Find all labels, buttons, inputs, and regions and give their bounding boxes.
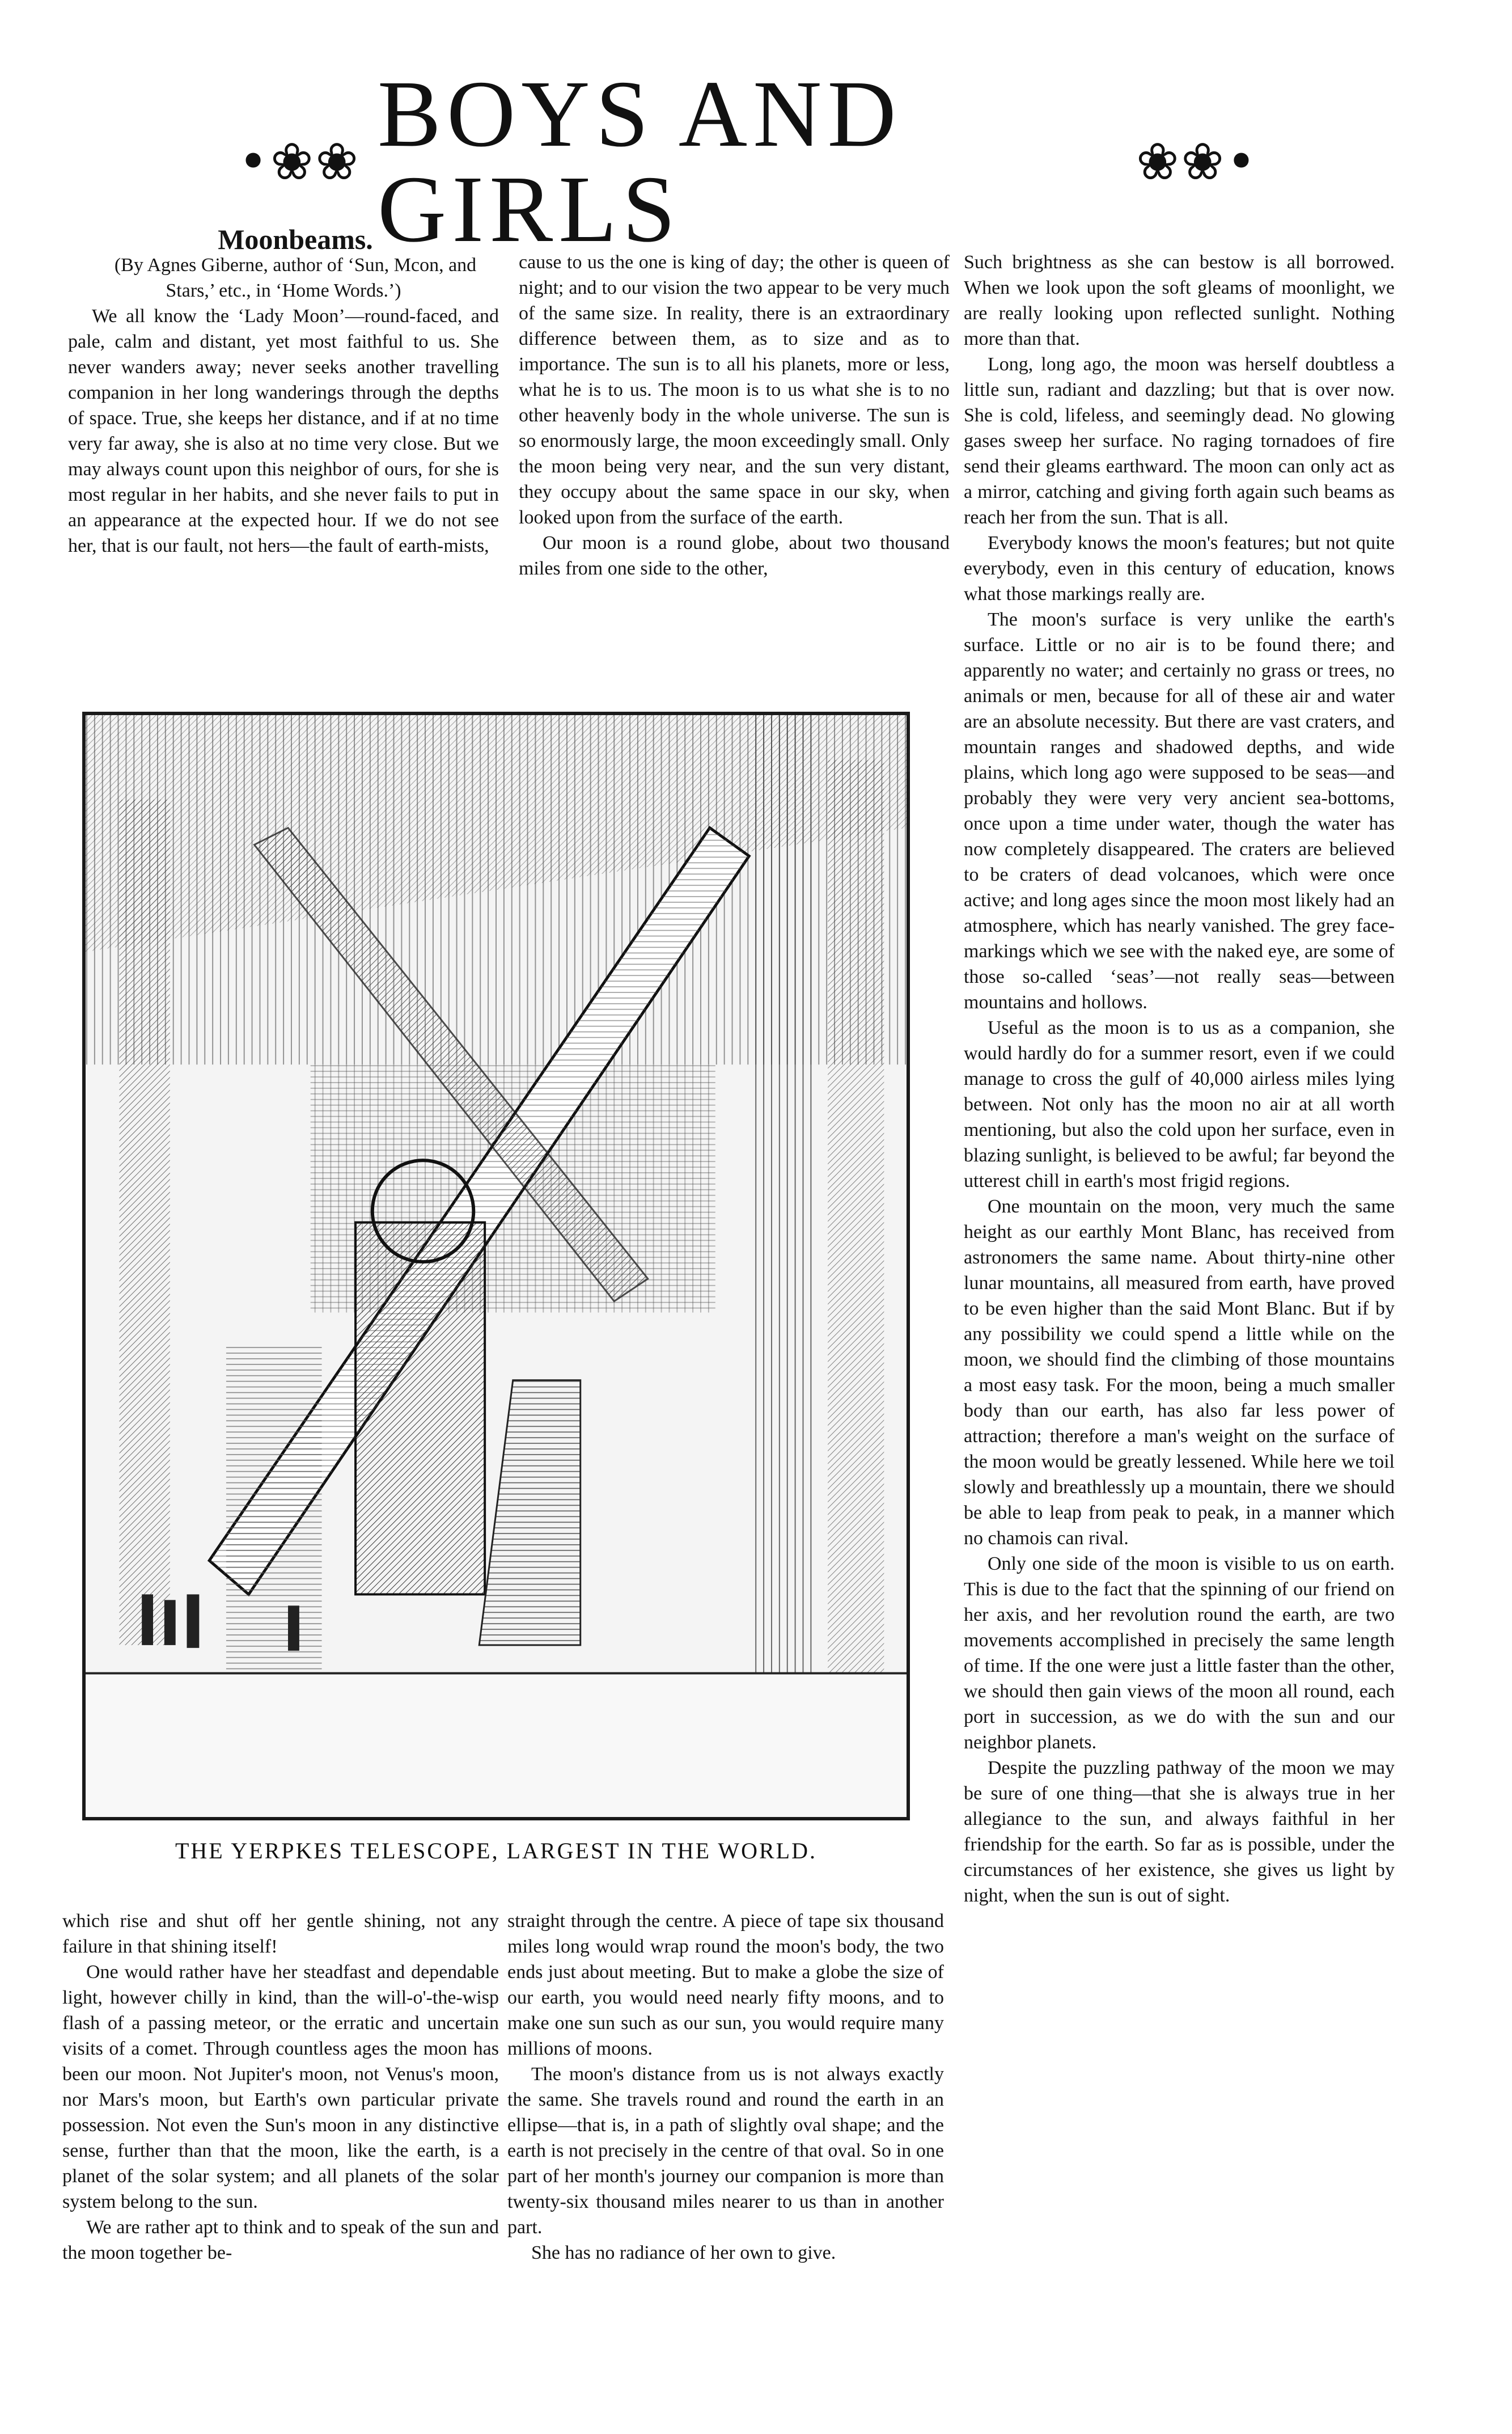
paragraph: Only one side of the moon is visible to us on earth. This is due to the fact that the spinning of our friend on her axis, and her revolution round the earth, are two movements accomplished in precisely the same length of time. If the one were just a little faster than the other, we should then gain views of the moon all round, each port in succession, as we do with the sun and our neighbor planets.	[964, 1553, 1395, 1753]
telescope-engraving	[86, 715, 907, 1817]
paragraph: One mountain on the moon, very much the same height as our earthly Mont Blanc, has received from astronomers the same name. About thirty-nine other lunar mountains, all measured from earth, have proved to be even higher than the said Mont Blanc. But if by any possibility we could spend a little while on the moon, we should find the climbing of those mountains a most easy task. For the moon, being a much smaller body than our earth, has also far less power of attraction; therefore a man's weight on the surface of the moon would be greatly lessened. While here we toil slowly and breathlessly up a mountain, there we should be able to leap from peak to peak, in a manner which no chamois can rival.	[964, 1196, 1395, 1549]
paragraph: The moon's distance from us is not always exactly the same. She travels round and round the earth in an ellipse—that is, in a path of slightly oval shape; and the earth is not precisely in the centre of that oval. So in one part of her month's journey our companion is more than twenty-six thousand miles nearer to us than in another part.	[507, 2064, 944, 2238]
figure-caption: THE YERPKES TELESCOPE, LARGEST IN THE WORLD.	[175, 1838, 818, 1863]
paragraph: One would rather have her steadfast and dependable light, however chilly in kind, than the will-o'-the-wisp flash of a passing meteor, or the erratic and uncertain visits of a comet. Through countless ages the moon has been our moon. Not Jupiter's moon, not Venus's moon, nor Mars's moon, but Earth's own particular private possession. Not even the Sun's moon in any distinctive sense, further than that the moon, like the earth, is a planet of the solar system; and all planets of the solar system belong to the sun.	[62, 1962, 499, 2212]
telescope-illustration	[82, 712, 910, 1820]
paragraph: Long, long ago, the moon was herself doubtless a little sun, radiant and dazzling; but that is over now. She is cold, lifeless, and seemingly dead. No glowing gases sweep her surface. No raging tornadoes of fire send their gleams earthward. The moon can only act as a mirror, catching and giving forth again such beams as reach her from the sun. That is all.	[964, 354, 1395, 528]
paragraph: Such brightness as she can bestow is all borrowed. When we look upon the soft gleams of moonlight, we are really looking upon reflected sunlight. Nothing more than that.	[964, 252, 1395, 349]
article-title: Moonbeams.	[218, 223, 373, 255]
paragraph: cause to us the one is king of day; the other is queen of night; and to our vision the two appear to be very much of the same size. In reality, there is an extraordinary difference between them, as to size and as to importance. The sun is to all his planets, more or less, what he is to us. The moon is to us what she is to no other heavenly body in the whole universe. The sun is so enormously large, the moon exceedingly small. Only the moon being very near, and the sun very distant, they occupy about the same space in our sky, when looked upon from the surface of the earth.	[519, 252, 950, 528]
paragraph: Useful as the moon is to us as a companion, she would hardly do for a summer resort, even if we could manage to cross the gulf of 40,000 airless miles lying between. Not only has the moon no air at all worth mentioning, but also the cold upon her surface, even in blazing sunlight, is believed to be awful; far beyond the utterest chill in earth's most frigid regions.	[964, 1017, 1395, 1191]
paragraph: Everybody knows the moon's features; but not quite everybody, even in this century of education, knows what those markings really are.	[964, 533, 1395, 605]
column-3	[964, 250, 1395, 2331]
column-1-top	[68, 223, 499, 681]
paragraph: She has no radiance of her own to give.	[531, 2242, 836, 2263]
column-2-bottom	[507, 1908, 944, 2362]
paragraph: Despite the puzzling pathway of the moon we may be sure of one thing—that she is always true in her allegiance to the sun, and always faithful in her friendship for the earth. So far as is possible, under the circumstances of her existence, she gives us light by night, when the sun is out of sight.	[964, 1757, 1395, 1906]
ornament-left-icon: •❀❀	[238, 132, 361, 192]
ornament-right-icon: ❀❀•	[1136, 132, 1259, 192]
section-title: BOYS AND GIRLS	[377, 61, 902, 262]
paragraph: We all know the ‘Lady Moon’—round-faced, and pale, calm and distant, yet most faithful to us. She never wanders away; never seeks another travelling companion in her long wanderings through the depths of space. True, she keeps her distance, and if at no time very far away, she is also at no time very close. But we may always count upon this neighbor of ours, for she is most regular in her habits, and she never fails to put in an appearance at the expected hour. If we do not see her, that is our fault, not hers—the fault of earth-mists,	[68, 306, 499, 556]
column-1-bottom	[62, 1908, 499, 2362]
article-byline: (By Agnes Giberne, author of ‘Sun, Mcon, and Stars,’ etc., in ‘Home Words.’)	[114, 255, 477, 301]
paragraph: which rise and shut off her gentle shining, not any failure in that shining itself!	[62, 1911, 499, 1957]
paragraph: We are rather apt to think and to speak of the sun and the moon together be-	[62, 2217, 499, 2263]
paragraph: Our moon is a round globe, about two thousand miles from one side to the other,	[519, 533, 950, 579]
column-2-top	[519, 250, 950, 681]
paragraph: The moon's surface is very unlike the earth's surface. Little or no air is to be found there; and apparently no water; and certainly no grass or trees, no animals or men, because for all of these air and water are an absolute necessity. But there are vast craters, and mountain ranges and shadowed depths, and wide plains, which long ago were supposed to be seas—and probably they were very very ancient sea-bottoms, once upon a time under water, though the water has now completely disappeared. The craters are believed to be craters of dead volcanoes, which were once active; and long ages since the moon most likely had an atmosphere, which has nearly vanished. The grey face-markings which we see with the naked eye, are some of those so-called ‘seas’—not really seas—between mountains and hollows.	[964, 609, 1395, 1013]
paragraph: straight through the centre. A piece of tape six thousand miles long would wrap round the moon's body, the two ends just about meeting. But to make a globe the size of our earth, you would need nearly fifty moons, and to make one sun such as our sun, you would require many millions of moons.	[507, 1911, 944, 2059]
